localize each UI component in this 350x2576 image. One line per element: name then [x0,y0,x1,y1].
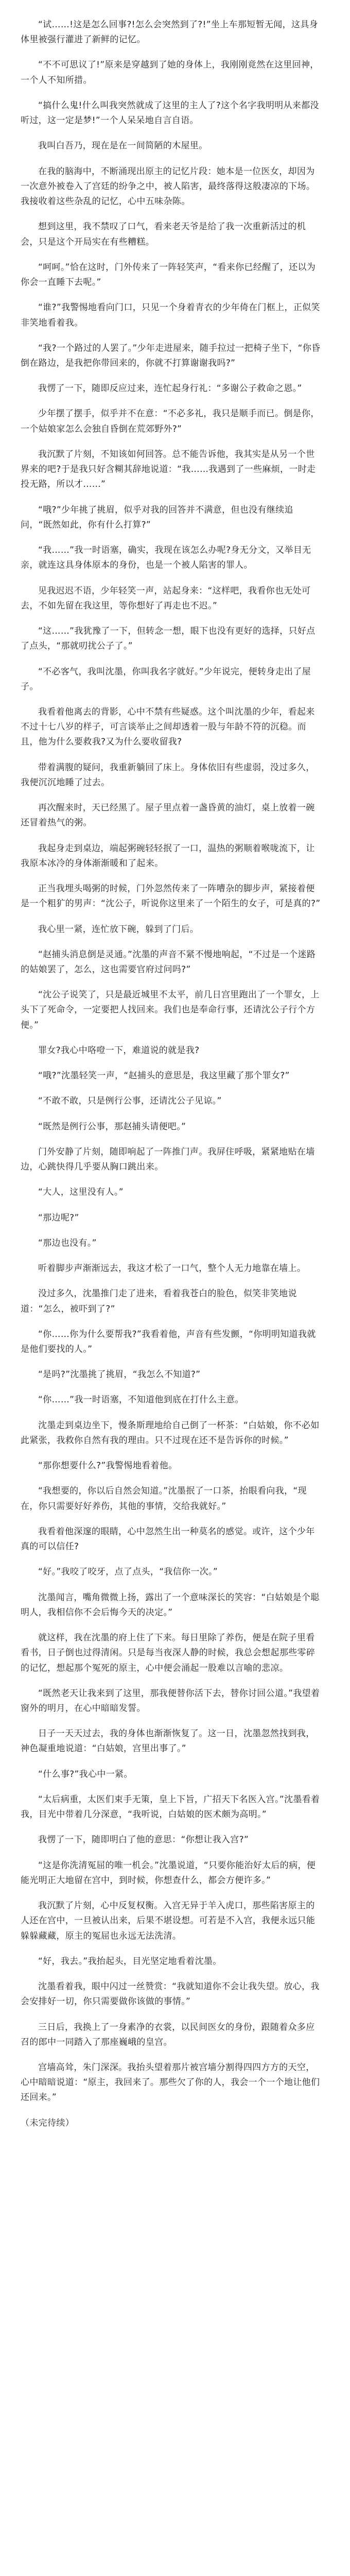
story-paragraph: “哦?”少年挑了挑眉，似乎对我的回答并不满意，但也没有继续追问，“既然如此，你有什么打算?” [21,504,293,530]
story-paragraph: “大人，这里没有人。” [38,1187,124,1198]
story-paragraph: “哦?”沈墨轻笑一声，“赵捕头的意思是，我这里藏了那个罪女?” [38,1071,290,1081]
ending-note: （未完待续） [21,2117,75,2128]
story-paragraph: “是吗?”沈墨挑了挑眉，“我怎么不知道?” [38,1369,201,1380]
story-paragraph: 正当我埋头喝粥的时候，门外忽然传来了一阵嘈杂的脚步声，紧接着便是一个粗犷的男声：“沈公子，听说你这里来了一个陌生的女子，可是真的?” [21,884,321,909]
story-paragraph: 我看着他离去的背影，心中不禁有些疑惑。这个叫沈墨的少年，看起来不过十七八岁的样子，可言谈举止之间却透着一股与年龄不符的沉稳。而且，他为什么要救我?又为什么要收留我? [21,706,315,748]
story-paragraph: 我愣了一下，随即明白了他的意思：“你想让我入宫?” [38,1835,249,1845]
story-paragraph: 沈墨看着我，眼中闪过一丝赞赏：“我就知道你不会让我失望。放心，我会安排好一切，你只需要做你该做的事情。” [21,1981,320,2007]
story-paragraph: 三日后，我换上了一身素净的衣裳，以民间医女的身份，跟随着众多应召的郎中一同踏入了那座巍峨的皇宫。 [21,2022,315,2047]
story-paragraph: “我想要的，你以后自然会知道。”沈墨抿了一口茶，抬眼看向我，“现在，你只需要好好养伤，其他的事情，交给我就好。” [21,1486,307,1512]
story-paragraph: “不必客气，我叫沈墨，你叫我名字就好。”少年说完，便转身走出了屋子。 [21,666,311,692]
story-paragraph: “你……”我一时语塞，不知道他到底在打什么主意。 [38,1395,244,1405]
story-paragraph: “我……”我一时语塞，确实，我现在该怎么办呢?身无分文，又举目无亲，就连这具身体原本的身份，也是一个被人陷害的罪人。 [21,545,311,571]
story-paragraph: 想到这里，我不禁叹了口气，看来老天爷是给了我一次重新活过的机会，只是这个开局实在有些糟糕。 [21,222,306,247]
story-paragraph: “这……”我犹豫了一下，但转念一想，眼下也没有更好的选择，只好点了点头，“那就叨扰公子了。” [21,626,316,652]
story-paragraph: 再次醒来时，天已经黑了。屋子里点着一盏昏黄的油灯，桌上放着一碗还冒着热气的粥。 [21,803,315,828]
story-paragraph: 在我的脑海中，不断涌现出原主的记忆片段：她本是一位医女，却因为一次意外被卷入了宫廷的纷争之中，被人陷害，最终落得这般凄凉的下场。我接收着这些杂乱的记忆，心中五味杂陈。 [21,166,316,207]
story-paragraph: “呵呵。”恰在这时，门外传来了一阵轻笑声，“看来你已经醒了，还以为你会一直睡下去呢。” [21,262,316,288]
story-paragraph: 少年摆了摆手，似乎并不在意：“不必多礼，我只是顺手而已。倒是你，一个姑娘家怎么会独自昏倒在荒郊野外?” [21,409,320,434]
story-paragraph: “那边呢?” [38,1212,79,1223]
story-paragraph: 我心里一紧，连忙放下碗，躲到了门后。 [38,924,199,935]
story-paragraph: 日子一天天过去，我的身体也渐渐恢复了。这一日，沈墨忽然找到我，神色凝重地说道：“白姑娘，宫里出事了。” [21,1728,315,1754]
story-paragraph: “既然老天让我来到了这里，那我便替你活下去，替你讨回公道。”我望着窗外的明月，在心中暗暗发誓。 [21,1688,320,1714]
story-paragraph: 罪女?我心中咯噔一下，难道说的就是我? [38,1045,200,1056]
story-paragraph: 见我迟迟不语，少年轻笑一声，站起身来：“这样吧，我看你也无处可去，不如先留在我这里，等你想好了再走也不迟。” [21,585,311,611]
story-paragraph: “我?一个路过的人罢了。”少年走进屋来，随手拉过一把椅子坐下，“你昏倒在路边，是我把你带回来的，你就不打算谢谢我吗?” [21,343,321,368]
story-body [21,18,322,2131]
story-paragraph: “赵捕头消息倒是灵通。”沈墨的声音不紧不慢地响起，“不过是一个迷路的姑娘罢了，怎么，这也需要官府过问吗?” [21,949,316,975]
story-paragraph: 门外安静了片刻，随即响起了一阵推门声。我屏住呼吸，紧紧地贴在墙边，心跳快得几乎要从胸口跳出来。 [21,1146,315,1173]
story-paragraph: “好。”我咬了咬牙，点了点头，“我信你一次。” [38,1567,218,1578]
story-paragraph: 我起身走到桌边，端起粥碗轻轻抿了一口，温热的粥顺着喉咙流下，让我原本冰冷的身体渐渐暖和了起来。 [21,843,315,869]
story-paragraph: 宫墙高耸，朱门深深。我抬头望着那片被宫墙分割得四四方方的天空，心中暗暗说道：“原主，我回来了。那些欠了你的人，我会一个一个地让他们还回来。” [21,2062,320,2103]
story-paragraph: 听着脚步声渐渐远去，我这才松了一口气，整个人无力地靠在墙上。 [38,1263,306,1274]
story-paragraph: 我愣了一下，随即反应过来，连忙起身行礼：“多谢公子救命之恩。” [38,383,302,394]
story-paragraph: 没过多久，沈墨推门走了进来，看着我苍白的脸色，似笑非笑地说道：“怎么，被吓到了?” [21,1289,297,1314]
story-paragraph: 沈墨走到桌边坐下，慢条斯理地给自己倒了一杯茶：“白姑娘，你不必如此紧张，我救你自然有我的理由。只不过现在还不是告诉你的时候。” [21,1420,320,1446]
story-paragraph: 我叫白吾乃，现在是在一间简陋的木屋里。 [38,141,208,151]
story-paragraph: 就这样，我在沈墨的府上住了下来。每日里除了养伤，便是在院子里看看书，日子倒也过得清闲。只是每当夜深人静的时候，我总会想起那些零碎的记忆，想起那个冤死的原主，心中便会涌起一股难以言喻的悲凉。 [21,1633,316,1673]
story-paragraph: “好，我去。”我抬起头，目光坚定地看着沈墨。 [38,1956,222,1967]
story-paragraph: “谁?”我警惕地看向门口，只见一个身着青衣的少年倚在门框上，正似笑非笑地看着我。 [21,302,320,328]
story-paragraph: 我沉默了片刻，心中反复权衡。入宫无异于羊入虎口，那些陷害原主的人还在宫中，一旦被认出来，后果不堪设想。可若是不入宫，我便永远只能躲躲藏藏，原主的冤屈也永远无法洗清。 [21,1901,316,1941]
story-paragraph: “搞什么鬼!什么叫我突然就成了这里的主人了?这个名字我明明从来都没听过，这一定是梦!”一个人呆呆地自言自语。 [21,100,319,126]
story-paragraph: “那你想要什么?”我警惕地看着他。 [38,1461,178,1471]
story-paragraph: 我沉默了片刻，不知该如何回答。总不能告诉他，我其实是从另一个世界来的吧?于是我只好含糊其辞地说道：“我……我遇到了一些麻烦，一时走投无路，所以才……” [21,449,316,490]
story-paragraph: 带着满腹的疑问，我重新躺回了床上。身体依旧有些虚弱，没过多久，我便沉沉地睡了过去。 [21,762,315,788]
story-paragraph: “那边也没有。” [38,1238,97,1248]
story-paragraph: “不敢不敢，只是例行公事，还请沈公子见谅。” [38,1096,222,1107]
story-paragraph: “什么事?”我心中一紧。 [38,1769,133,1780]
story-paragraph: “你……你为什么要帮我?”我看着他，声音有些发颤，“你明明知道我就是他们要找的人。” [21,1329,316,1354]
story-paragraph: “太后病重，太医们束手无策，皇上下旨，广招天下名医入宫。”沈墨看着我，目光中带着几分深意，“我听说，白姑娘的医术颇为高明。” [21,1794,320,1820]
story-paragraph: “既然是例行公事，那赵捕头请便吧。” [38,1121,186,1132]
story-paragraph: “沈公子说笑了，只是最近城里不太平，前几日宫里跑出了一个罪女，上头下了死命令，一定要把人找回来。我们也是奉命行事，还请沈公子行个方便。” [21,990,320,1030]
story-paragraph: “试……!这是怎么回事?!怎么会突然到了?!”坐上车那短暂无闻，这具身体里被强行灌进了新鲜的记忆。 [21,20,319,45]
story-paragraph: “不不可思议了!”原来是穿越到了她的身体上，我刚刚竟然在这里回神，一个人不知所措。 [21,60,319,86]
story-paragraph: 沈墨闻言，嘴角微微上扬，露出了一个意味深长的笑容：“白姑娘是个聪明人，我相信你不会后悔今天的决定。” [21,1592,320,1618]
story-paragraph: “这是你洗清冤屈的唯一机会。”沈墨说道，“只要你能治好太后的病，便能光明正大地留在宫中，到时候，你想查什么，都会方便许多。” [21,1860,316,1886]
story-paragraph: 我看着他深邃的眼睛，心中忽然生出一种莫名的感觉。或许，这个少年真的可以信任? [21,1526,315,1552]
